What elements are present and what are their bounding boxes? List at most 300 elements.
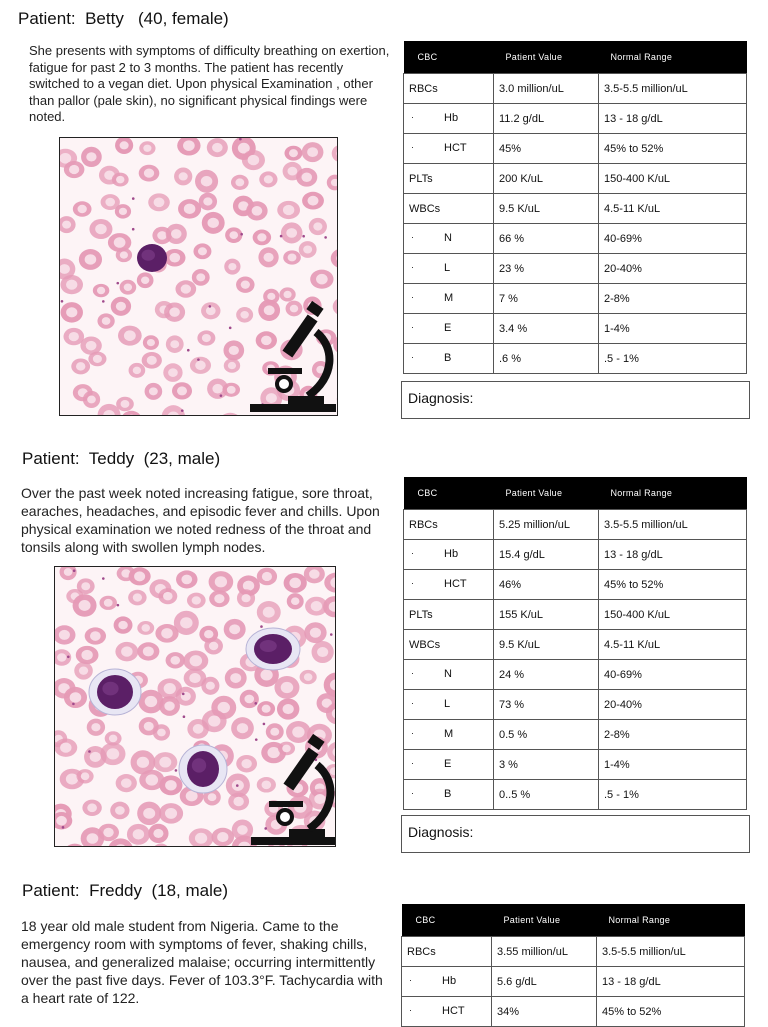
platelet [102, 300, 105, 303]
red-blood-cell [153, 752, 177, 772]
test-name: · B [404, 780, 494, 810]
red-blood-cell [116, 774, 137, 792]
cbc-table-1 [403, 41, 747, 374]
red-blood-cell [242, 150, 265, 170]
red-blood-cell [281, 222, 303, 243]
patient-value: 200 K/uL [494, 164, 599, 194]
red-blood-cell [257, 601, 281, 623]
table-row [404, 194, 747, 224]
platelet [183, 715, 186, 718]
header-cbc: CBC [404, 477, 494, 510]
normal-range: 2-8% [599, 720, 747, 750]
red-blood-cell [286, 721, 311, 743]
red-blood-cell [223, 340, 244, 360]
platelet [302, 235, 305, 238]
table-row [402, 997, 745, 1027]
red-blood-cell [240, 690, 259, 708]
patient-value: 3.4 % [494, 314, 599, 344]
red-blood-cell [209, 571, 234, 593]
test-name: · B [404, 344, 494, 374]
test-name: WBCs [404, 194, 494, 224]
test-name: · HCT [402, 997, 492, 1027]
header-cbc: CBC [404, 41, 494, 74]
red-blood-cell [231, 717, 254, 739]
test-name: RBCs [404, 510, 494, 540]
patient-value: 7 % [494, 284, 599, 314]
platelet [88, 750, 91, 753]
red-blood-cell [71, 358, 90, 374]
normal-range: 4.5-11 K/uL [599, 630, 747, 660]
patient-value: 5.6 g/dL [492, 967, 597, 997]
red-blood-cell [176, 570, 197, 588]
normal-range: .5 - 1% [599, 780, 747, 810]
test-name: · HCT [404, 134, 494, 164]
table-row [404, 660, 747, 690]
red-blood-cell [283, 250, 301, 264]
red-blood-cell [115, 642, 138, 661]
red-blood-cell [258, 300, 280, 321]
red-blood-cell [302, 192, 324, 210]
red-blood-cell [118, 326, 142, 346]
platelet [62, 826, 65, 829]
red-blood-cell [152, 844, 170, 846]
red-blood-cell [110, 802, 129, 820]
blood-smear-image-2 [54, 566, 336, 847]
patient-value: 34% [492, 997, 597, 1027]
platelet [220, 394, 223, 397]
red-blood-cell [115, 204, 131, 218]
platelet [240, 233, 243, 236]
normal-range: 20-40% [599, 254, 747, 284]
normal-range: 40-69% [599, 224, 747, 254]
normal-range: 3.5-5.5 million/uL [599, 510, 747, 540]
normal-range: 45% to 52% [597, 997, 745, 1027]
header-patient-value: Patient Value [494, 477, 599, 510]
red-blood-cell [127, 824, 150, 845]
red-blood-cell [257, 777, 276, 793]
table-row [404, 74, 747, 104]
normal-range: 13 - 18 g/dL [597, 967, 745, 997]
red-blood-cell [197, 330, 215, 345]
white-blood-cell [246, 628, 300, 670]
red-blood-cell [237, 589, 255, 607]
red-blood-cell [74, 662, 93, 680]
platelet [181, 409, 184, 412]
table-row [404, 314, 747, 344]
red-blood-cell [284, 573, 307, 593]
red-blood-cell [166, 224, 187, 244]
patient-value: 73 % [494, 690, 599, 720]
test-name: · Hb [404, 104, 494, 134]
red-blood-cell [304, 567, 325, 583]
test-name: · Hb [402, 967, 492, 997]
platelet [236, 784, 239, 787]
cbc-header-row [404, 41, 747, 74]
patient-value: 5.25 million/uL [494, 510, 599, 540]
red-blood-cell [164, 249, 185, 267]
header-normal-range: Normal Range [599, 477, 747, 510]
red-blood-cell [302, 142, 324, 162]
table-row [404, 254, 747, 284]
patient-value: .6 % [494, 344, 599, 374]
red-blood-cell [121, 411, 141, 415]
red-blood-cell [89, 219, 112, 239]
table-row [404, 134, 747, 164]
patient-value: 3.55 million/uL [492, 937, 597, 967]
red-blood-cell [259, 171, 277, 187]
red-blood-cell [137, 802, 161, 825]
test-name: · Hb [404, 540, 494, 570]
red-blood-cell [137, 621, 154, 635]
red-blood-cell [189, 828, 214, 846]
red-blood-cell [204, 637, 223, 654]
red-blood-cell [284, 146, 302, 161]
red-blood-cell [274, 676, 299, 699]
platelet [330, 633, 333, 636]
red-blood-cell [287, 593, 304, 609]
patient-value: 155 K/uL [494, 600, 599, 630]
red-blood-cell [286, 301, 303, 317]
red-blood-cell [128, 590, 146, 606]
red-blood-cell [253, 230, 271, 246]
red-blood-cell [202, 710, 227, 732]
cbc-table-3 [401, 904, 745, 1027]
red-blood-cell [300, 670, 317, 684]
red-blood-cell [55, 738, 77, 756]
table-row [402, 937, 745, 967]
red-blood-cell [192, 269, 210, 286]
table-row [404, 104, 747, 134]
platelet [260, 625, 263, 628]
cbc-table-2 [403, 477, 747, 810]
platelet [263, 723, 266, 726]
red-blood-cell [236, 755, 257, 772]
red-blood-cell [296, 168, 317, 187]
red-blood-cell [207, 138, 228, 157]
header-normal-range: Normal Range [599, 41, 747, 74]
red-blood-cell [60, 275, 83, 294]
red-blood-cell [129, 363, 146, 378]
patient-1-title: Patient: Betty (40, female) [18, 9, 229, 29]
table-row [404, 164, 747, 194]
red-blood-cell [137, 272, 154, 288]
red-blood-cell [331, 249, 337, 269]
red-blood-cell [201, 677, 219, 695]
platelet [229, 327, 232, 330]
red-blood-cell [202, 212, 225, 234]
red-blood-cell [176, 687, 196, 706]
patient-value: 46% [494, 570, 599, 600]
red-blood-cell [116, 397, 134, 411]
normal-range: 13 - 18 g/dL [599, 540, 747, 570]
red-blood-cell [333, 297, 337, 315]
red-blood-cell [225, 668, 247, 689]
red-blood-cell [277, 698, 299, 719]
patient-value: 9.5 K/uL [494, 194, 599, 224]
red-blood-cell [60, 216, 76, 233]
red-blood-cell [228, 793, 249, 811]
red-blood-cell [172, 382, 192, 399]
patient-3-title: Patient: Freddy (18, male) [22, 881, 228, 901]
platelet [187, 349, 190, 352]
patient-3-description: 18 year old male student from Nigeria. Came to the emergency room with symptoms of fever, shaking chills, nausea, and generalized malaise; occurring intermittently over the past five days. Fever of 103.3°F. Tachycardia with a heart rate of 122. [21, 917, 386, 1007]
red-blood-cell [312, 641, 334, 663]
red-blood-cell [112, 173, 129, 187]
red-blood-cell [100, 743, 125, 766]
red-blood-cell [114, 616, 133, 633]
table-row [404, 344, 747, 374]
table-row [404, 540, 747, 570]
test-name: RBCs [404, 74, 494, 104]
red-blood-cell [73, 201, 92, 217]
table-row [404, 510, 747, 540]
patient-value: 0.5 % [494, 720, 599, 750]
test-name: PLTs [404, 600, 494, 630]
red-blood-cell [64, 161, 85, 178]
platelet [209, 305, 212, 308]
normal-range: 3.5-5.5 million/uL [597, 937, 745, 967]
table-row [404, 600, 747, 630]
patient-value: 3.0 million/uL [494, 74, 599, 104]
red-blood-cell [195, 170, 218, 193]
platelet [116, 282, 119, 285]
cbc-header-row [402, 904, 745, 937]
patient-value: 3 % [494, 750, 599, 780]
red-blood-cell [148, 824, 168, 843]
red-blood-cell [138, 690, 163, 714]
test-name: · N [404, 224, 494, 254]
red-blood-cell [59, 567, 76, 580]
patient-value: 45% [494, 134, 599, 164]
red-blood-cell [164, 302, 185, 321]
patient-2-description: Over the past week noted increasing fatigue, sore throat, earaches, headaches, and episodic fever and chills. Upon physical examination we noted redness of the throat and tonsils along with swollen lymph nodes. [21, 484, 386, 556]
red-blood-cell [64, 687, 87, 708]
red-blood-cell [257, 701, 275, 716]
header-patient-value: Patient Value [494, 41, 599, 74]
platelet [73, 569, 76, 572]
platelet [264, 827, 267, 830]
red-blood-cell [236, 276, 255, 292]
patient-value: 66 % [494, 224, 599, 254]
red-blood-cell [93, 284, 110, 297]
red-blood-cell [166, 652, 185, 668]
red-blood-cell [76, 646, 99, 664]
red-blood-cell [139, 165, 160, 182]
red-blood-cell [73, 594, 97, 617]
table-row [402, 967, 745, 997]
red-blood-cell [231, 175, 249, 190]
red-blood-cell [99, 596, 117, 610]
red-blood-cell [309, 218, 327, 235]
red-blood-cell [166, 335, 184, 353]
red-blood-cell [277, 201, 300, 219]
white-blood-cell [89, 669, 141, 715]
red-blood-cell [97, 313, 114, 328]
red-blood-cell [279, 287, 295, 301]
red-blood-cell [145, 383, 163, 400]
normal-range: 20-40% [599, 690, 747, 720]
platelet [132, 197, 135, 200]
red-blood-cell [236, 307, 253, 323]
platelet [324, 236, 327, 239]
red-blood-cell [163, 363, 182, 382]
red-blood-cell [83, 391, 100, 408]
diagnosis-field-1[interactable] [401, 381, 750, 419]
red-blood-cell [87, 719, 105, 736]
red-blood-cell [257, 568, 277, 586]
test-name: PLTs [404, 164, 494, 194]
red-blood-cell [209, 590, 229, 607]
red-blood-cell [193, 243, 211, 259]
red-blood-cell [199, 193, 217, 211]
red-blood-cell [137, 642, 159, 660]
red-blood-cell [116, 248, 132, 262]
normal-range: 45% to 52% [599, 134, 747, 164]
red-blood-cell [81, 147, 102, 167]
patient-value: 15.4 g/dL [494, 540, 599, 570]
table-row [404, 570, 747, 600]
red-blood-cell [98, 824, 119, 841]
red-blood-cell [174, 167, 192, 185]
normal-range: 40-69% [599, 660, 747, 690]
red-blood-cell [55, 625, 75, 644]
red-blood-cell [212, 828, 235, 846]
red-blood-cell [148, 193, 170, 211]
red-blood-cell [246, 201, 267, 220]
diagnosis-label: Diagnosis: [408, 390, 473, 406]
red-blood-cell [82, 800, 101, 816]
red-blood-cell [143, 335, 159, 350]
table-row [404, 630, 747, 660]
platelet [67, 656, 70, 659]
red-blood-cell [153, 724, 170, 740]
platelet [175, 769, 178, 772]
red-blood-cell [76, 769, 93, 783]
red-blood-cell [129, 567, 151, 585]
test-name: · L [404, 254, 494, 284]
red-blood-cell [299, 241, 317, 258]
normal-range: 4.5-11 K/uL [599, 194, 747, 224]
normal-range: 2-8% [599, 284, 747, 314]
patient-value: 24 % [494, 660, 599, 690]
cbc-header-row [404, 477, 747, 510]
platelet [254, 702, 257, 705]
header-cbc: CBC [402, 904, 492, 937]
platelet [132, 228, 135, 231]
red-blood-cell [85, 627, 106, 644]
platelet [182, 693, 185, 696]
red-blood-cell [266, 723, 284, 740]
test-name: · M [404, 284, 494, 314]
platelet [197, 358, 200, 361]
normal-range: 1-4% [599, 750, 747, 780]
platelet [280, 235, 283, 238]
red-blood-cell [183, 650, 208, 671]
red-blood-cell [175, 280, 196, 297]
red-blood-cell [224, 259, 240, 275]
red-blood-cell [61, 302, 83, 322]
patient-value: 9.5 K/uL [494, 630, 599, 660]
normal-range: 150-400 K/uL [599, 600, 747, 630]
normal-range: 1-4% [599, 314, 747, 344]
white-blood-cell [179, 745, 227, 793]
red-blood-cell [177, 138, 200, 155]
red-blood-cell [88, 352, 106, 367]
test-name: · HCT [404, 570, 494, 600]
red-blood-cell [159, 775, 182, 795]
red-blood-cell [224, 619, 246, 640]
red-blood-cell [115, 138, 133, 154]
test-name: · E [404, 750, 494, 780]
red-blood-cell [327, 175, 337, 191]
red-blood-cell [139, 141, 155, 155]
table-row [404, 224, 747, 254]
red-blood-cell [278, 742, 295, 756]
platelet [61, 300, 64, 303]
red-blood-cell [142, 352, 162, 369]
patient-value: 11.2 g/dL [494, 104, 599, 134]
red-blood-cell [323, 596, 335, 617]
table-row [404, 720, 747, 750]
diagnosis-field-2[interactable] [401, 815, 750, 853]
test-name: · L [404, 690, 494, 720]
header-patient-value: Patient Value [492, 904, 597, 937]
table-row [404, 780, 747, 810]
platelet [255, 738, 258, 741]
table-row [404, 284, 747, 314]
test-name: · E [404, 314, 494, 344]
red-blood-cell [332, 145, 337, 163]
table-row [404, 690, 747, 720]
test-name: RBCs [402, 937, 492, 967]
test-name: WBCs [404, 630, 494, 660]
red-blood-cell [174, 611, 199, 635]
normal-range: 45% to 52% [599, 570, 747, 600]
red-blood-cell [258, 247, 278, 267]
red-blood-cell [304, 622, 326, 643]
red-blood-cell [224, 358, 240, 372]
test-name: · M [404, 720, 494, 750]
patient-value: 23 % [494, 254, 599, 284]
test-name: · N [404, 660, 494, 690]
red-blood-cell [324, 573, 335, 593]
normal-range: 150-400 K/uL [599, 164, 747, 194]
diagnosis-label: Diagnosis: [408, 824, 473, 840]
red-blood-cell [201, 302, 220, 319]
header-normal-range: Normal Range [597, 904, 745, 937]
red-blood-cell [111, 297, 131, 316]
red-blood-cell [158, 588, 177, 604]
patient-2-title: Patient: Teddy (23, male) [22, 449, 220, 469]
red-blood-cell [218, 413, 242, 415]
platelet [117, 604, 120, 607]
normal-range: .5 - 1% [599, 344, 747, 374]
patient-value: 0..5 % [494, 780, 599, 810]
blood-smear-image-1 [59, 137, 338, 416]
red-blood-cell [327, 742, 335, 763]
red-blood-cell [222, 383, 240, 397]
red-blood-cell [310, 270, 333, 289]
red-blood-cell [225, 227, 242, 243]
red-blood-cell [178, 199, 201, 218]
red-blood-cell [159, 803, 183, 824]
white-blood-cell [137, 244, 167, 272]
red-blood-cell [187, 593, 206, 609]
red-blood-cell [120, 280, 137, 295]
red-blood-cell [190, 357, 211, 374]
platelet [72, 703, 75, 706]
red-blood-cell [256, 331, 277, 349]
